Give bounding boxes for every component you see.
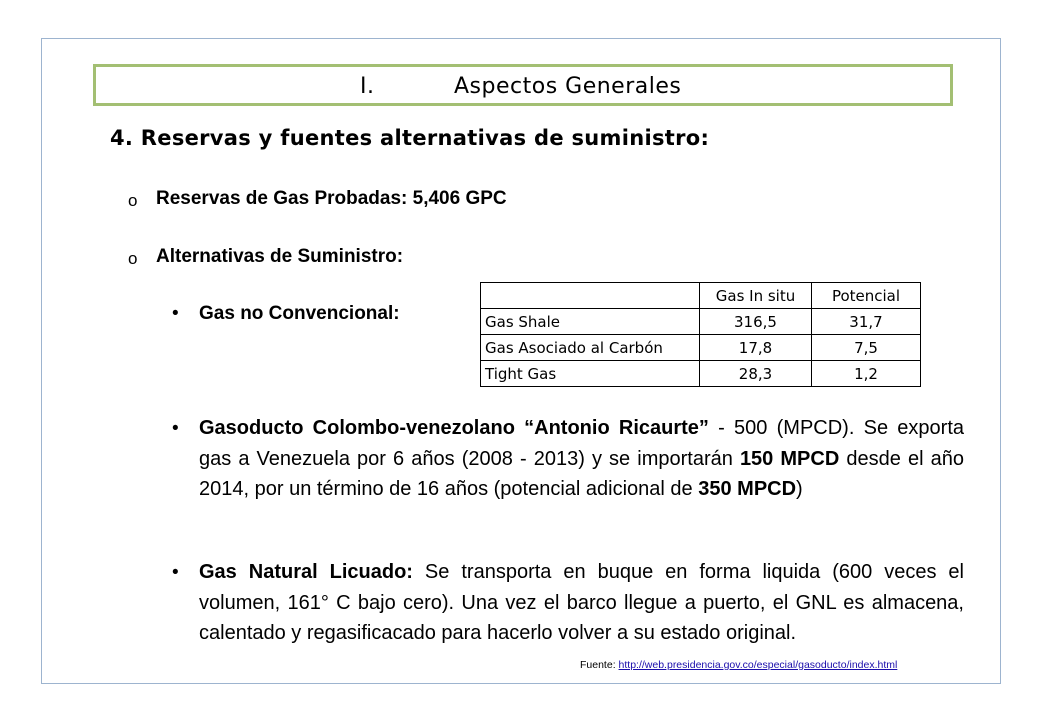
gnl-lead: Gas Natural Licuado:: [199, 561, 413, 583]
gasoducto-bold-2: 350 MPCD: [698, 478, 797, 500]
gasoducto-paragraph: [199, 413, 964, 505]
table-header-cell: Potencial: [812, 283, 921, 309]
source-note: [580, 659, 897, 671]
table-row: [481, 335, 921, 361]
table-cell: Tight Gas: [481, 361, 700, 387]
bullet-marker-alternativas: o: [128, 249, 138, 268]
gasoducto-text-3: ): [796, 478, 803, 500]
gnl-paragraph: [199, 557, 964, 649]
sub-bullet-marker: •: [172, 418, 179, 439]
table-cell: 1,2: [812, 361, 921, 387]
table-header-row: [481, 283, 921, 309]
section-title: Aspectos Generales: [454, 74, 682, 99]
bullet-alternativas: Alternativas de Suministro:: [156, 246, 404, 267]
sub-bullet-gas-no-convencional: Gas no Convencional:: [199, 303, 400, 324]
page-heading: 4. Reservas y fuentes alternativas de suministro:: [110, 126, 710, 150]
sub-bullet-marker: •: [172, 303, 179, 324]
source-link[interactable]: http://web.presidencia.gov.co/especial/gasoducto/index.html: [618, 659, 898, 671]
table-header-cell: [481, 283, 700, 309]
table-header-cell: Gas In situ: [700, 283, 812, 309]
table-cell: Gas Shale: [481, 309, 700, 335]
table-cell: 17,8: [700, 335, 812, 361]
table-cell: 7,5: [812, 335, 921, 361]
bullet-marker-reservas: o: [128, 191, 138, 210]
table-cell: Gas Asociado al Carbón: [481, 335, 700, 361]
table-cell: 28,3: [700, 361, 812, 387]
sub-bullet-marker: •: [172, 562, 179, 583]
gasoducto-lead: Gasoducto Colombo-venezolano “Antonio Ricaurte”: [199, 417, 709, 439]
gasoducto-bold-1: 150 MPCD: [739, 447, 840, 470]
gasoducto-text-2: desde el año 2014, por un término de 16 años (potencial adicional de: [199, 447, 964, 500]
table-row: [481, 309, 921, 335]
table-cell: 31,7: [812, 309, 921, 335]
section-title-box: [93, 64, 953, 106]
gas-table: [480, 282, 921, 387]
table-row: [481, 361, 921, 387]
table-cell: 316,5: [700, 309, 812, 335]
gasoducto-text-1: - 500 (MPCD). Se exporta gas a Venezuela por 6 años (2008 - 2013) y se importarán: [199, 417, 965, 470]
bullet-reservas: Reservas de Gas Probadas: 5,406 GPC: [156, 188, 507, 209]
gnl-text: Se transporta en buque en forma liquida (600 veces el volumen, 161° C bajo cero). Una vez el barco llegue a puerto, el GNL es almacena, calentado y regasificacado para hacerlo volver a su estado original.: [199, 561, 964, 644]
section-number: I.: [360, 74, 375, 99]
source-label: Fuente:: [580, 659, 616, 671]
